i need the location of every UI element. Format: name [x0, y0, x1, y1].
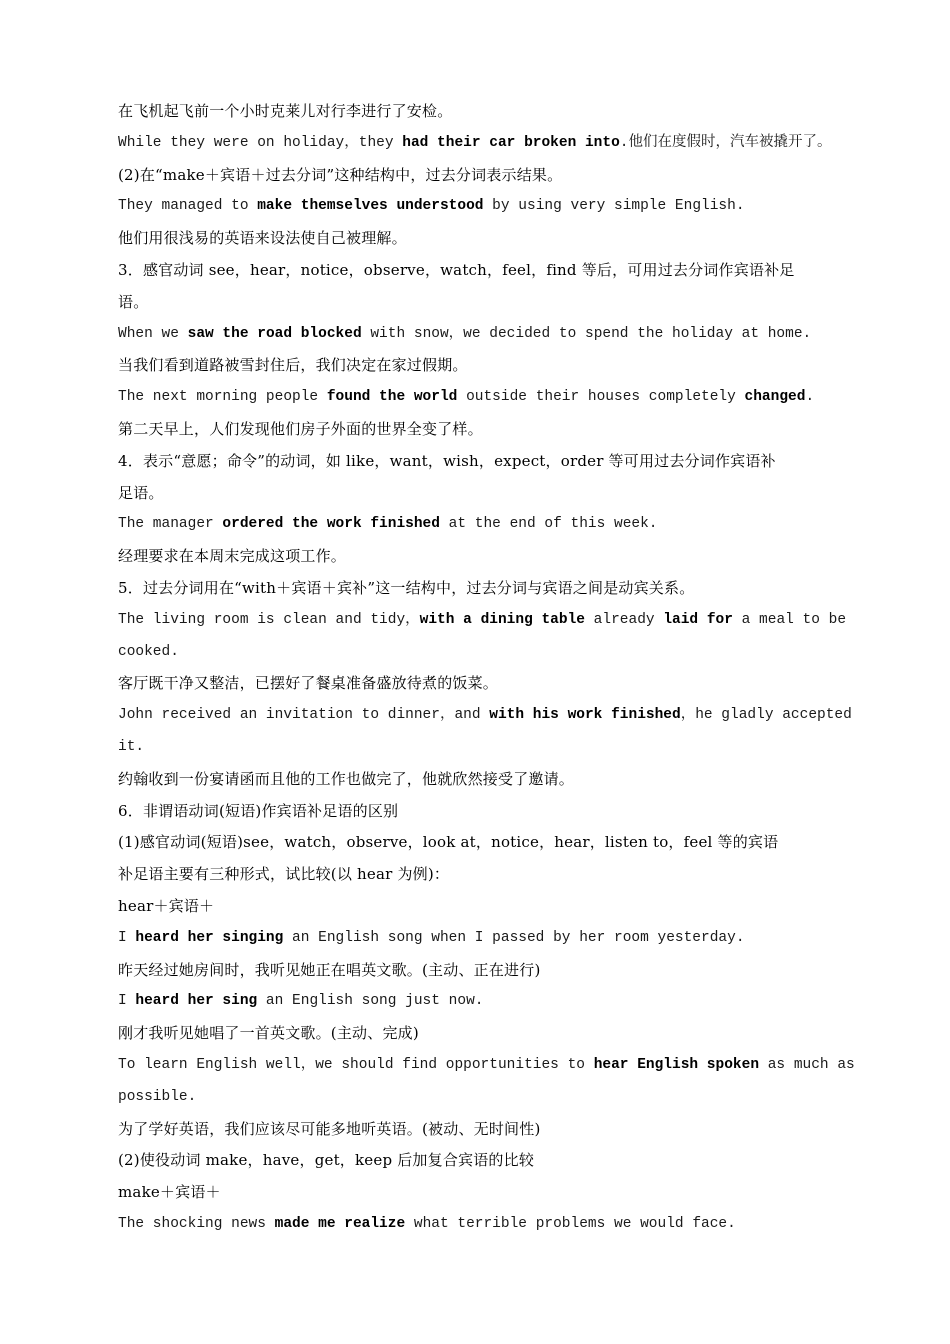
text-segment: (1)感官动词(短语)see，watch，observe，look at，notice，hear，listen to，feel 等的宾语: [118, 833, 779, 852]
text-segment: .他们在度假时，汽车被撬开了。: [619, 134, 832, 151]
text-segment: John received an invitation to dinner，and: [118, 707, 490, 724]
chinese-text-line: [118, 859, 840, 891]
text-segment: To learn English well，we should find opportunities to: [118, 1056, 594, 1073]
english-example-line: [118, 986, 840, 1018]
text-segment: 足语。: [118, 483, 164, 502]
english-example-line: [118, 1082, 840, 1114]
chinese-text-line: [118, 1145, 840, 1177]
chinese-text-line: [118, 764, 840, 796]
text-segment: The living room is clean and tidy，: [118, 611, 420, 628]
text-segment: 补足语主要有三种形式，试比较(以 hear 为例)：: [118, 865, 450, 884]
text-segment: 他们用很浅易的英语来设法使自己被理解。: [118, 229, 407, 248]
chinese-text-line: [118, 350, 840, 382]
emphasized-phrase: heard her sing: [135, 993, 258, 1010]
chinese-text-line: [118, 255, 840, 287]
text-segment: already: [584, 611, 664, 628]
chinese-text-line: [118, 223, 840, 255]
english-example-line: [118, 319, 840, 351]
text-segment: 经理要求在本周末完成这项工作。: [118, 547, 347, 566]
english-example-line: [118, 509, 840, 541]
chinese-text-line: [118, 1114, 840, 1146]
english-example-line: [118, 1209, 840, 1241]
text-segment: The shocking news: [118, 1215, 275, 1232]
text-segment: it.: [118, 738, 145, 755]
text-segment: make＋宾语＋: [118, 1183, 221, 1202]
text-segment: I: [118, 929, 136, 946]
text-segment: cooked.: [118, 643, 179, 660]
chinese-text-line: [118, 1177, 840, 1209]
chinese-text-line: [118, 827, 840, 859]
text-segment: hear＋宾语＋: [118, 896, 215, 915]
english-example-line: [118, 637, 840, 669]
text-segment: The next morning people: [118, 389, 327, 406]
chinese-text-line: [118, 891, 840, 923]
text-segment: possible.: [118, 1088, 197, 1105]
text-segment: 5．过去分词用在“with＋宾语＋宾补”这一结构中，过去分词与宾语之间是动宾关系。: [118, 578, 695, 597]
english-example-line: [118, 1050, 855, 1082]
emphasized-phrase: found the world: [326, 389, 458, 406]
chinese-text-line: [118, 955, 840, 987]
chinese-text-line: [118, 1018, 840, 1050]
chinese-text-line: [118, 160, 840, 192]
text-segment: 6．非谓语动词(短语)作宾语补足语的区别: [118, 801, 399, 820]
text-segment: at the end of this week.: [439, 516, 658, 533]
chinese-text-line: [118, 287, 840, 319]
english-example-line: [118, 732, 840, 764]
document-body: [118, 96, 855, 1241]
chinese-text-line: [118, 414, 840, 446]
text-segment: 语。: [118, 292, 149, 311]
chinese-text-line: [118, 96, 840, 128]
text-segment: They managed to: [118, 198, 258, 215]
text-segment: When we: [118, 325, 188, 342]
emphasized-phrase: changed: [744, 389, 806, 406]
english-example-line: [118, 700, 852, 732]
text-segment: 4．表示“意愿；命令”的动词，如 like，want，wish，expect，order 等可用过去分词作宾语补: [118, 451, 776, 470]
text-segment: with snow，we decided to spend the holiday at home.: [361, 325, 812, 342]
text-segment: as much as: [759, 1056, 855, 1073]
text-segment: an English song just now.: [257, 993, 484, 1010]
text-segment: a meal to be: [732, 611, 847, 628]
chinese-text-line: [118, 668, 840, 700]
text-segment: ，he gladly accepted: [680, 707, 852, 724]
text-segment: 当我们看到道路被雪封住后，我们决定在家过假期。: [118, 356, 468, 375]
chinese-text-line: [118, 478, 840, 510]
emphasized-phrase: made me realize: [274, 1215, 406, 1232]
chinese-text-line: [118, 573, 840, 605]
chinese-text-line: [118, 796, 840, 828]
text-segment: 昨天经过她房间时，我听见她正在唱英文歌。(主动、正在进行): [118, 960, 541, 979]
emphasized-phrase: hear English spoken: [593, 1056, 760, 1073]
text-segment: The manager: [118, 516, 223, 533]
emphasized-phrase: ordered the work finished: [222, 516, 440, 533]
emphasized-phrase: with a dining table: [419, 611, 585, 628]
emphasized-phrase: saw the road blocked: [187, 325, 362, 342]
text-segment: outside their houses completely: [457, 389, 745, 406]
text-segment: an English song when I passed by her room yesterday.: [283, 929, 745, 946]
text-segment: what terrible problems we would face.: [405, 1215, 736, 1232]
text-segment: 第二天早上，人们发现他们房子外面的世界全变了样。: [118, 419, 483, 438]
emphasized-phrase: heard her singing: [135, 929, 284, 946]
text-segment: 刚才我听见她唱了一首英文歌。(主动、完成): [118, 1024, 419, 1043]
emphasized-phrase: make themselves understood: [257, 198, 484, 215]
emphasized-phrase: had their car broken into: [402, 134, 620, 151]
text-segment: While they were on holiday，they: [118, 134, 403, 151]
text-segment: 为了学好英语，我们应该尽可能多地听英语。(被动、无时间性): [118, 1119, 541, 1138]
text-segment: 客厅既干净又整洁，已摆好了餐桌准备盛放待煮的饭菜。: [118, 674, 499, 693]
chinese-text-line: [118, 446, 840, 478]
chinese-text-line: [118, 541, 840, 573]
english-example-line: [118, 923, 840, 955]
text-segment: 在飞机起飞前一个小时克莱儿对行李进行了安检。: [118, 102, 453, 120]
english-example-line: [118, 382, 840, 414]
text-segment: (2)使役动词 make，have，get，keep 后加复合宾语的比较: [118, 1151, 535, 1170]
english-example-line: [118, 191, 840, 223]
text-segment: 3．感官动词 see，hear，notice，observe，watch，feel，find 等后，可用过去分词作宾语补足: [118, 260, 795, 279]
emphasized-phrase: laid for: [663, 611, 733, 628]
emphasized-phrase: with his work finished: [489, 707, 681, 724]
english-example-line: [118, 128, 840, 160]
text-segment: I: [118, 993, 136, 1010]
english-example-line: [118, 605, 847, 637]
text-segment: (2)在“make＋宾语＋过去分词”这种结构中，过去分词表示结果。: [118, 165, 563, 184]
text-segment: .: [805, 389, 815, 406]
text-segment: 约翰收到一份宴请函而且他的工作也做完了，他就欣然接受了邀请。: [118, 769, 575, 788]
text-segment: by using very simple English.: [483, 198, 745, 215]
